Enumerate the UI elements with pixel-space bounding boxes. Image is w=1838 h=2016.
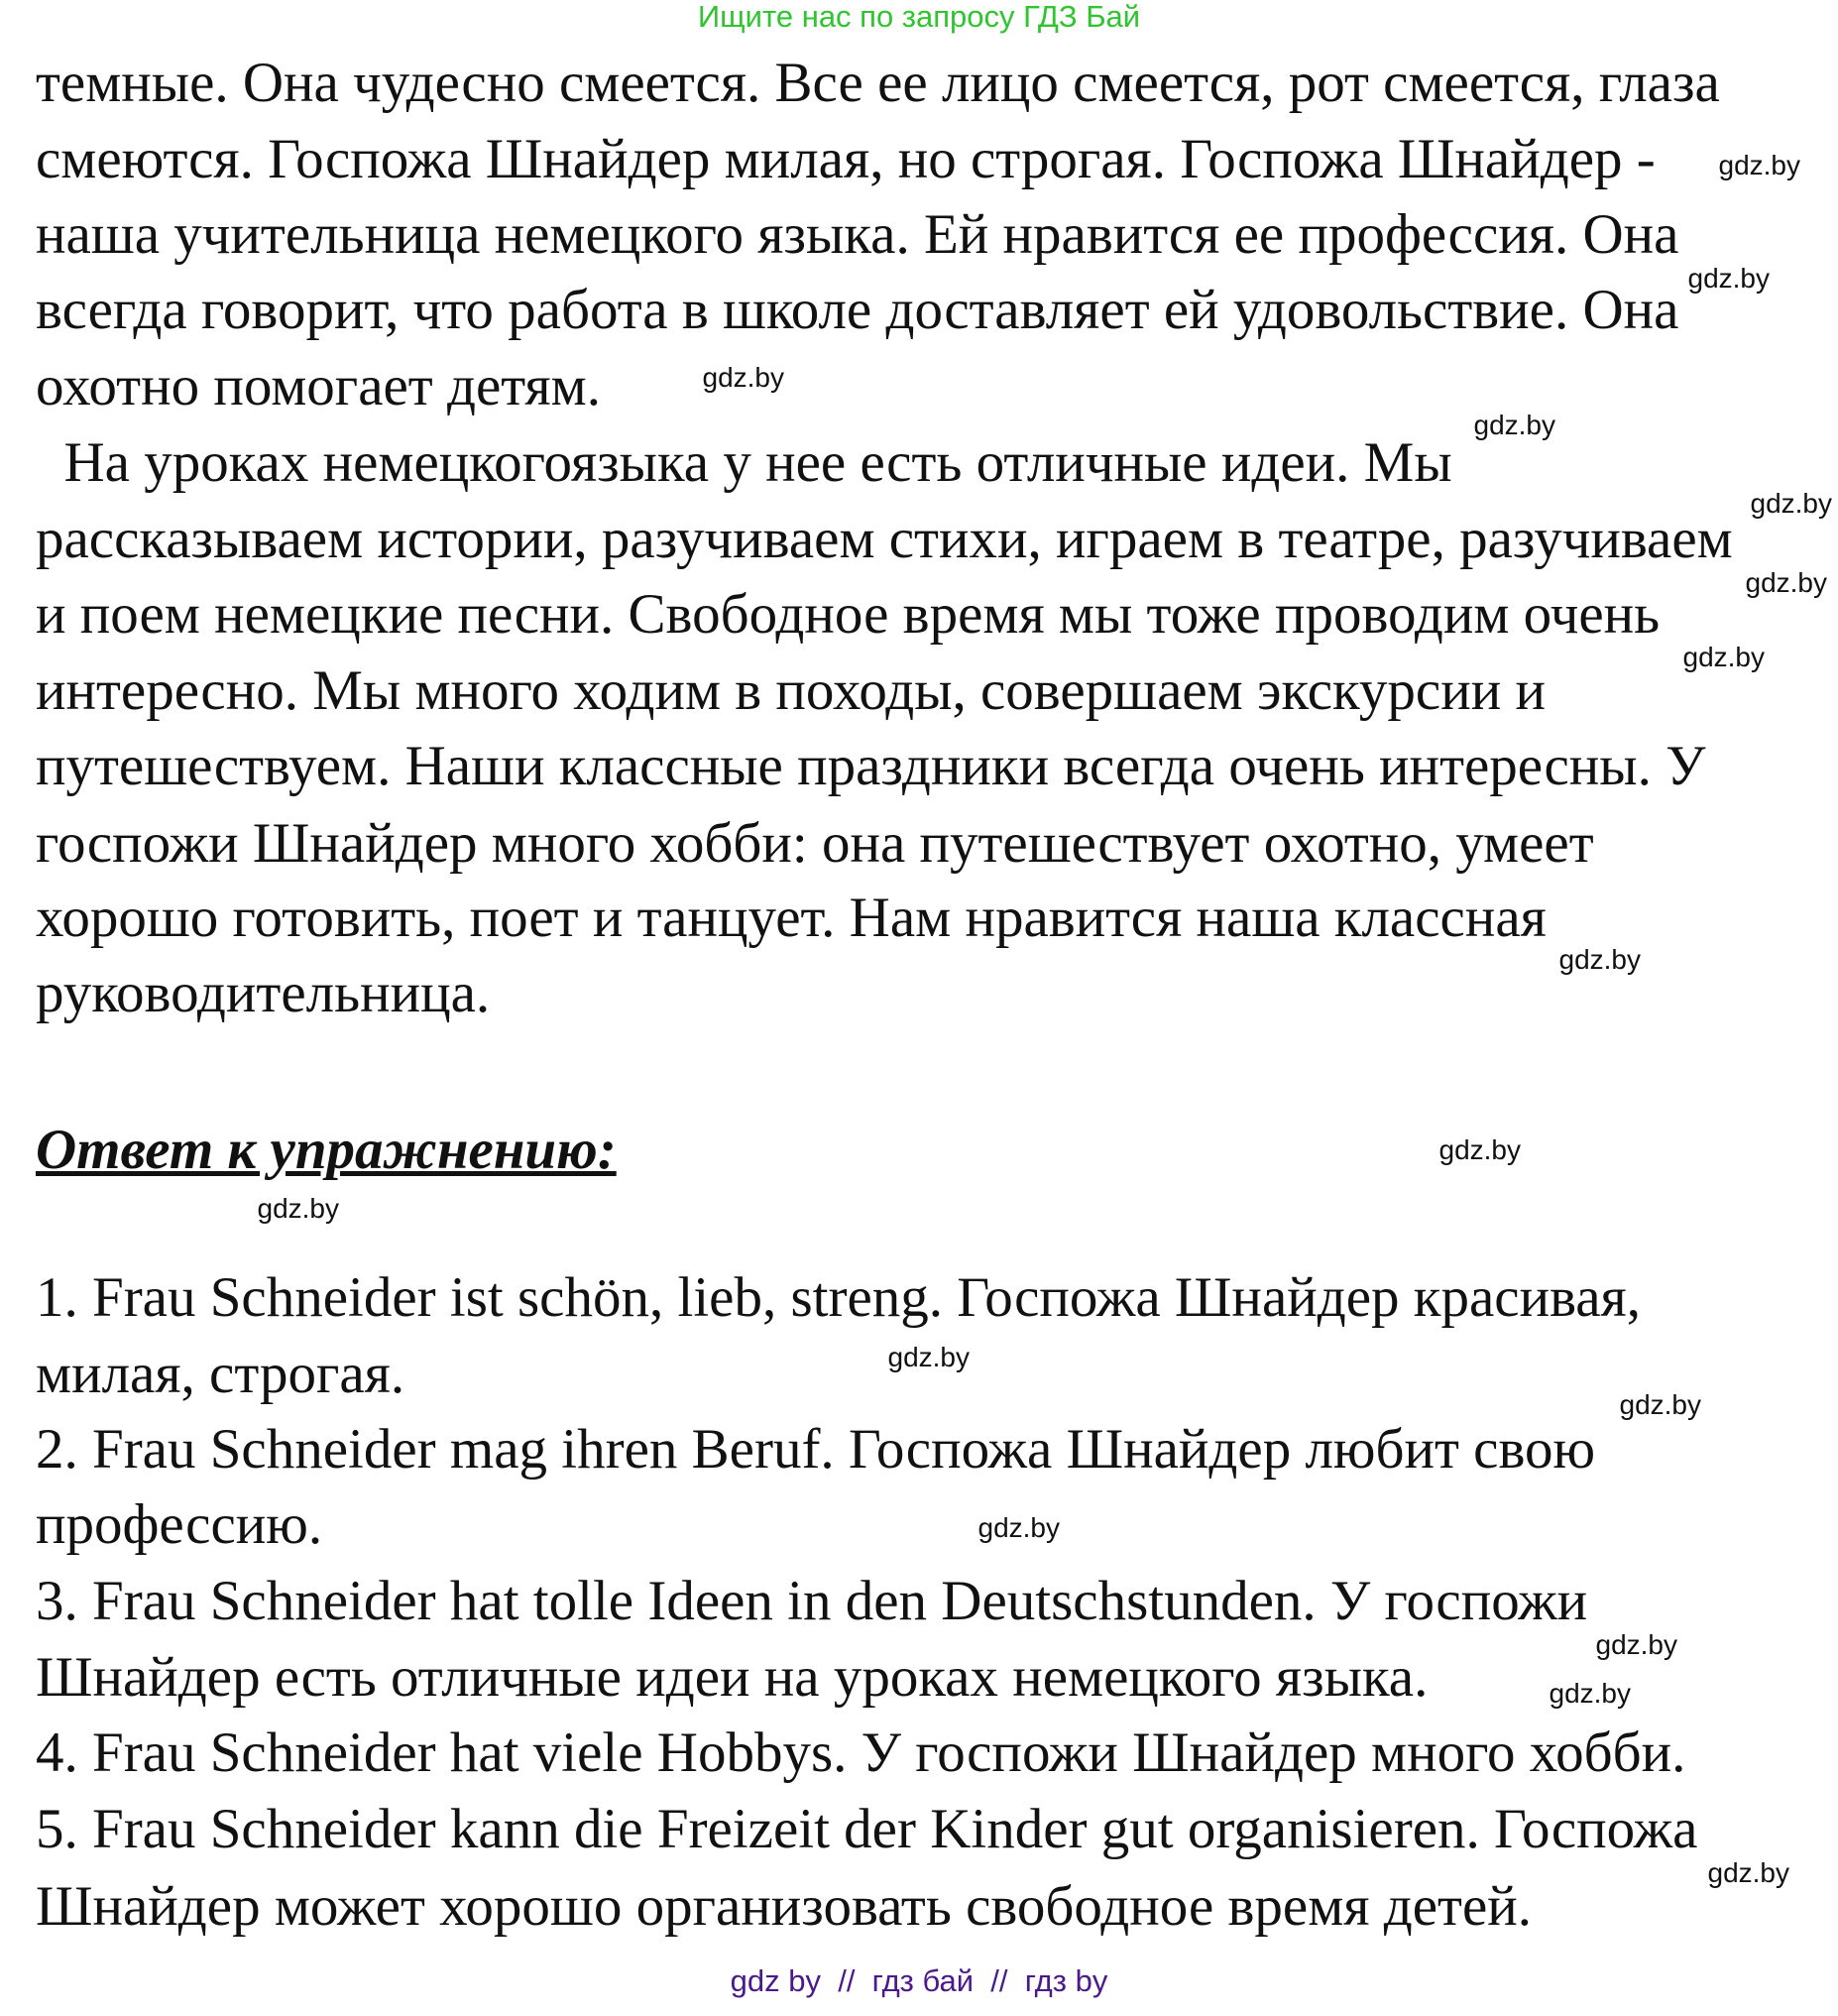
watermark: gdz.by <box>1438 1134 1521 1165</box>
watermark: gdz.by <box>977 1512 1060 1543</box>
text-line: путешествуем. Наши классные праздники всегда очень интересны. У <box>36 735 1706 797</box>
answer-line: 1. Frau Schneider ist schön, lieb, streng. Госпожа Шнайдер красивая, <box>36 1266 1642 1329</box>
text-line: наша учительница немецкого языка. Ей нравится ее профессия. Она <box>36 203 1679 266</box>
watermark: gdz.by <box>1558 944 1641 975</box>
text-line: темные. Она чудесно смеется. Все ее лицо смеется, рот смеется, глаза <box>36 52 1720 114</box>
answer-line: милая, строгая. <box>36 1343 405 1405</box>
text-line: госпожи Шнайдер много хобби: она путешествует охотно, умеет <box>36 812 1594 875</box>
text-line: охотно помогает детям. <box>36 355 601 417</box>
answer-line: 4. Frau Schneider hat viele Hobbys. У госпожи Шнайдер много хобби. <box>36 1721 1686 1784</box>
text-line: На уроках немецкогоязыка у нее есть отличные идеи. Мы <box>36 431 1452 494</box>
text-line: и поем немецкие песни. Свободное время мы тоже проводим очень <box>36 583 1661 646</box>
watermark: gdz.by <box>1549 1678 1631 1709</box>
watermark: gdz.by <box>1687 263 1770 294</box>
watermark: gdz.by <box>1718 150 1800 180</box>
watermark: gdz.by <box>887 1342 970 1372</box>
text-line: руководительница. <box>36 962 491 1024</box>
watermark: gdz.by <box>257 1193 339 1224</box>
watermark: gdz.by <box>1473 410 1555 440</box>
watermark: gdz.by <box>1745 567 1827 598</box>
search-banner: Ищите нас по запросу ГДЗ Бай <box>697 0 1141 34</box>
watermark: gdz.by <box>1619 1389 1701 1420</box>
text-line: интересно. Мы много ходим в походы, совершаем экскурсии и <box>36 659 1546 722</box>
answer-line: Шнайдер есть отличные идеи на уроках немецкого языка. <box>36 1646 1429 1709</box>
watermark: gdz.by <box>702 362 784 393</box>
answer-line: Шнайдер может хорошо организовать свободное время детей. <box>36 1875 1533 1938</box>
watermark: gdz.by <box>1750 488 1832 519</box>
watermark: gdz.by <box>1682 642 1765 672</box>
answer-line: 5. Frau Schneider kann die Freizeit der Kinder gut organisieren. Госпожа <box>36 1798 1698 1860</box>
text-line: рассказываем истории, разучиваем стихи, играем в театре, разучиваем <box>36 508 1733 570</box>
answer-line: 2. Frau Schneider mag ihren Beruf. Госпожа Шнайдер любит свою <box>36 1418 1596 1481</box>
answer-heading: Ответ к упражнению: <box>36 1119 617 1181</box>
text-line: всегда говорит, что работа в школе доставляет ей удовольствие. Она <box>36 279 1679 341</box>
footer-watermark: gdz by // гдз бай // гдз by <box>730 1963 1108 1998</box>
answer-line: 3. Frau Schneider hat tolle Ideen in den Deutschstunden. У госпожи <box>36 1570 1588 1632</box>
answer-line: профессию. <box>36 1493 323 1556</box>
text-line: смеются. Госпожа Шнайдер милая, но строгая. Госпожа Шнайдер - <box>36 128 1656 190</box>
watermark: gdz.by <box>1595 1629 1677 1660</box>
text-line: хорошо готовить, поет и танцует. Нам нравится наша классная <box>36 887 1547 949</box>
watermark: gdz.by <box>1707 1857 1789 1888</box>
